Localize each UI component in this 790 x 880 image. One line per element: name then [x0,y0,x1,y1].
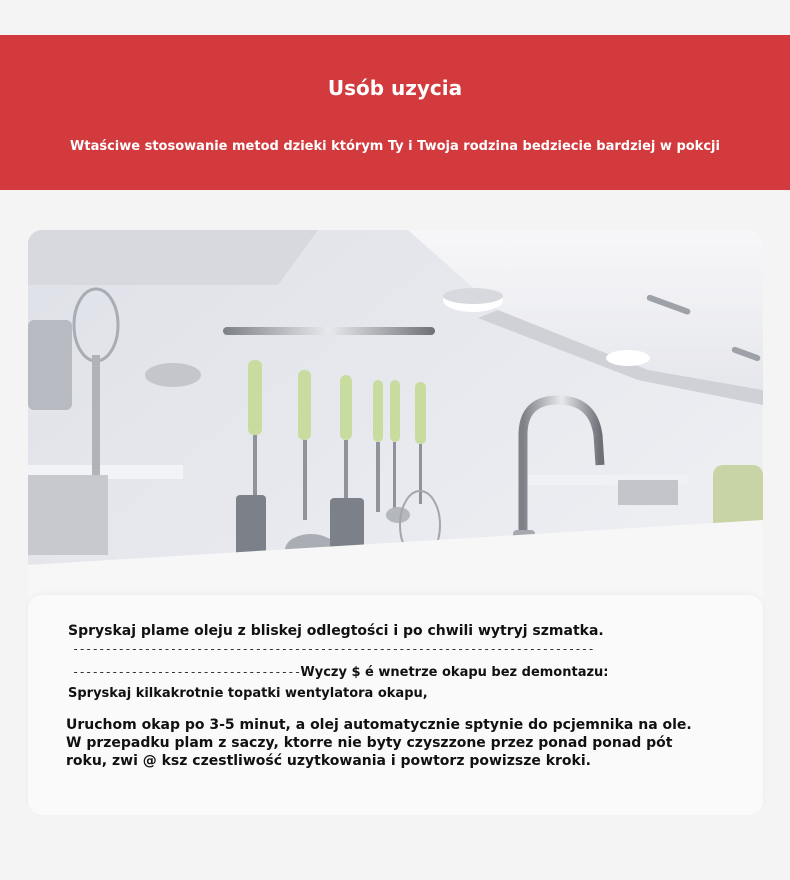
instructions-panel [28,595,763,815]
instruction-step-1: Spryskaj plame oleju z bliskej odlegtości i po chwili wytryj szmatka. [68,623,604,639]
header-banner [0,35,790,190]
dashed-divider: -------------------------------------------------------------------------------- [72,642,594,656]
page-subtitle: Wtaściwe stosowanie metod dzieki którym Ty i Twoja rodzina bedziecie bardziej w pokcji [70,139,720,154]
page-title: Usób uzycia [327,76,463,100]
instruction-step-2: Spryskaj kilkakrotnie topatki wentylatora okapu, [68,686,428,701]
paragraph-line-3: roku, zwi @ ksz czestliwość uzytkowania i powtorz powizsze kroki. [66,753,591,769]
instruction-paragraph [66,716,726,770]
instruction-heading: Wyczy $ é wnetrze okapu bez demontazu: [300,665,609,680]
dashed-divider-with-heading [72,665,609,680]
paragraph-line-1: Uruchom okap po 3-5 minut, a olej automatycznie sptynie do pcjemnika na ole. [66,717,692,733]
dashed-prefix: ----------------------------------- [72,665,301,679]
paragraph-line-2: W przepadku plam z saczy, ktorre nie byty czyszzone przez ponad ponad pót [66,735,673,751]
